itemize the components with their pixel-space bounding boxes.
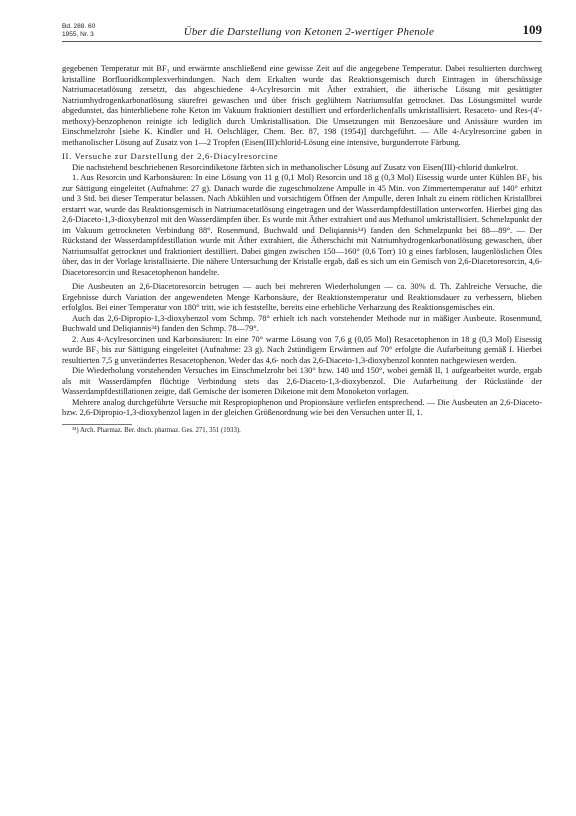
section-heading: II. Versuche zur Darstellung der 2,6-Diacylresorcine	[62, 151, 279, 161]
paragraph: gegebenen Temperatur mit BF₃ und erwärmte anschließend eine gewisse Zeit auf die angegebene Temperatur. Dabei resultierten durchweg kristalline Borfluoridkomplexverbindungen. Nach dem Erkalten wurde das Reaktionsgemisch durch Eintragen in überschüssige Natriumacetatlösung zersetzt, das abgeschiedene 4-Acylresorcin mit Äther extrahiert, die ätherische Lösung mit gesättigter Natriumhydrogenkarbonatlösung säurefrei gewaschen und über frisch geglühtem Natriumsulfat getrocknet. Das Lösungsmittel wurde abgedunstet, das hinterbliebene rohe Keton im Vakuum fraktioniert destilliert und erforderlichenfalls umkristallisiert. Resaceto- und Res-(4′-methoxy)-benzophenon reinigte ich lediglich durch Umkristallisation. Die Umsetzungen mit Benzoesäure und Anissäure wurden im Einschmelzrohr [siehe K. Kindler und H. Oelschläger, Chem. Ber. 87, 198 (1954)] durchgeführt. — Alle 4-Acylresorcine gaben in methanolischer Lösung auf Zusatz von 1—2 Tropfen (Eisen(III)chlorid-Lösung eine intensive, burgunderrote Färbung.	[62, 64, 542, 147]
footnote-divider	[62, 424, 132, 425]
running-title: Über die Darstellung von Ketonen 2-wertiger Phenole	[183, 26, 435, 38]
body-text	[62, 64, 542, 419]
paragraph: Auch das 2,6-Dipropio-1,3-dioxybenzol vom Schmp. 78° erhielt ich nach vorstehender Methode nur in mäßiger Ausbeute. Rosenmund, Buchwald und Deliqiannis³⁴) fanden den Schmp. 78—79°.	[62, 313, 542, 333]
paragraph: Die Ausbeuten an 2,6-Diacetoresorcin betrugen — auch bei mehreren Wiederholungen — ca. 30% d. Th. Zahlreiche Versuche, die Ergebnisse durch Variation der angewendeten Menge Karbonsäure, der Reaktionstemperatur und Reaktionsdauer zu verbessern, blieben erfolglos. Bei einer Temperatur von 180° tritt, wie ich feststellte, bereits eine erhebliche Verharzung des Reaktionsgemisches ein.	[62, 282, 542, 312]
paragraph: Die Wiederholung vorstehenden Versuches im Einschmelzrohr bei 130° bzw. 140 und 150°, wobei gemäß II, 1 aufgearbeitet wurde, ergab als mit Wasserdämpfen flüchtige Verbindung stets das 2,6-Diaceto-1,3-dioxybenzol. Die Aufarbeitung der Rückstände der Wasserdampfdestillationen zeigte, daß Gemische der isomeren Diketone mit dem Monoketon vorlagen.	[62, 366, 542, 396]
page-number: 109	[522, 22, 542, 37]
paragraph: 2. Aus 4-Acylresorcinen und Karbonsäuren: In eine 70° warme Lösung von 7,6 g (0,05 Mol) Resacetophenon in 18 g (0,3 Mol) Eisessig wurde BF₃ bis zur Sättigung eingeleitet (Aufnahme: 23 g). Nach 2stündigem Erwärmen auf 70° erfolgte die Aufarbeitung gemäß I. Hierbei resultierten 7,5 g unverändertes Resacetophenon. Weder das 4,6- noch das 2,6-Diaceto-1,3-dioxybenzol konnten nachgewiesen werden.	[62, 334, 542, 365]
footnote: ³⁴) Arch. Pharmaz. Ber. dtsch. pharmaz. Ges. 271, 351 (1933).	[72, 426, 241, 434]
journal-volume: Bd. 288. 60	[62, 23, 96, 30]
paragraph: 1. Aus Resorcin und Karbonsäuren: In eine Lösung von 11 g (0,1 Mol) Resorcin und 18 g (0,3 Mol) Eisessig wurde unter Kühlen BF₃ bis zur Sättigung eingeleitet (Aufnahme: 27 g). Danach wurde die zugeschmolzene Ampulle in 45 Min. von Zimmertemperatur auf 140° erhitzt und 3 Std. bei dieser Temperatur belassen. Nach Abkühlen und vorsichtigem Öffnen der Ampulle, deren Inhalt zu einem rötlichen Kristallbrei erstarrt war, wurde das Reaktionsgemisch in Natriumacetatlösung eingetragen und der Wasserdampfdestillation unterworfen. Hierbei ging das 2,6-Diaceto-1,3-dioxybenzol mit den Wasserdämpfen über. Es wurde mit Äther extrahiert und aus Methanol umkristallisiert. Schmelzpunkt der im Vakuum getrockneten Verbindung 88°. Rosenmund, Buchwald und Deliqiannis³⁴) fanden den Schmelzpunkt bei 88—89°. — Der Rückstand der Wasserdampfdestillation wurde mit Äther extrahiert, die Ätherschicht mit Natriumhydrogenkarbonatlösung gewaschen, über Natriumsulfat getrocknet und fraktioniert destilliert. Dabei gingen zwischen 150—160° (0,6 Torr) 10 g eines farblosen, laugenlöslichen Öles über, das in der Vorlage kristallisierte. Die nähere Untersuchung der Kristalle ergab, daß es sich um ein Gemisch von 2,6-Diacetoresorcin, 4,6-Diacetoresorcin und Resacetophenon handelte.	[62, 173, 542, 277]
page-header	[62, 22, 542, 42]
journal-volume-info	[62, 23, 95, 38]
paragraph: Mehrere analog durchgeführte Versuche mit Respropiophenon und Propionsäure verliefen entsprechend. — Die Ausbeuten an 2,6-Diaceto- bzw. 2,6-Dipropio-1,3-dioxybenzol lagen in der gleichen Größenordnung wie bei den Versuchen unter II, 1.	[62, 397, 542, 417]
journal-year-issue: 1955, Nr. 3	[62, 30, 94, 38]
paragraph: Die nachstehend beschriebenen Resorcindiketone färbten sich in methanolischer Lösung auf Zusatz von Eisen(III)-chlorid dunkelrot.	[72, 162, 519, 172]
